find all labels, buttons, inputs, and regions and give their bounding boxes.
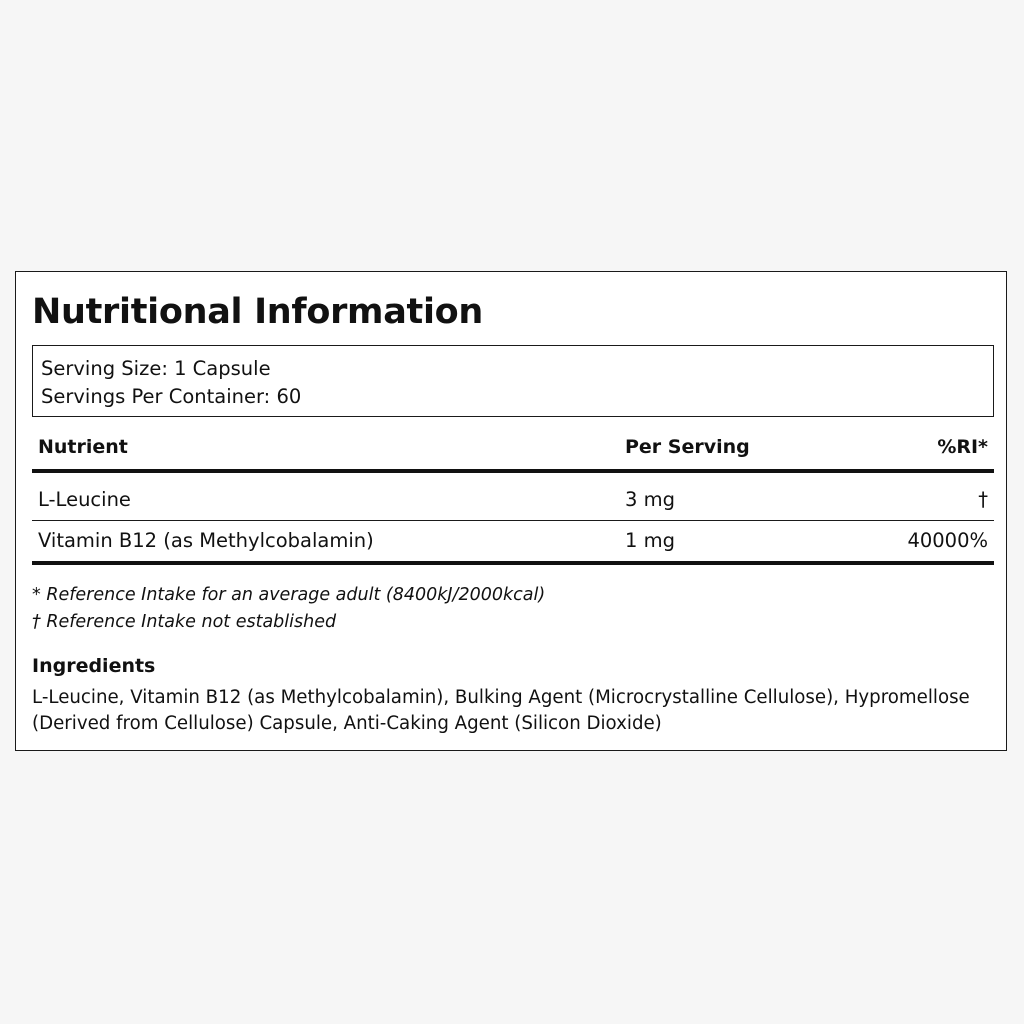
nutrient-ri: † bbox=[978, 488, 988, 511]
panel-title: Nutritional Information bbox=[32, 292, 484, 332]
table-row bbox=[32, 473, 994, 521]
nutrient-amount: 3 mg bbox=[625, 488, 675, 511]
footnote-not-established: † Reference Intake not established bbox=[32, 612, 337, 632]
serving-size: Serving Size: 1 Capsule bbox=[41, 357, 271, 380]
header-nutrient: Nutrient bbox=[38, 436, 128, 458]
serving-info-box bbox=[32, 345, 994, 417]
nutrient-amount: 1 mg bbox=[625, 529, 675, 552]
nutrient-name: L-Leucine bbox=[38, 488, 131, 511]
header-per-serving: Per Serving bbox=[625, 436, 750, 458]
ingredients-heading: Ingredients bbox=[32, 655, 156, 677]
servings-per-container: Servings Per Container: 60 bbox=[41, 385, 302, 408]
nutrient-ri: 40000% bbox=[907, 529, 988, 552]
table-row bbox=[32, 521, 994, 565]
header-ri: %RI* bbox=[937, 436, 988, 458]
table-header-row bbox=[32, 432, 994, 473]
ingredients-text: L-Leucine, Vitamin B12 (as Methylcobalamin), Bulking Agent (Microcrystalline Cellulose), Hypromellose (Derived from Cellulose) Capsule, Anti-Caking Agent (Silicon Dioxide) bbox=[32, 687, 970, 734]
nutrient-name: Vitamin B12 (as Methylcobalamin) bbox=[38, 529, 374, 552]
footnotes bbox=[32, 582, 545, 636]
footnote-reference-intake: * Reference Intake for an average adult (8400kJ/2000kcal) bbox=[32, 585, 546, 605]
nutrient-table bbox=[32, 432, 994, 565]
nutrition-panel bbox=[15, 271, 1007, 751]
